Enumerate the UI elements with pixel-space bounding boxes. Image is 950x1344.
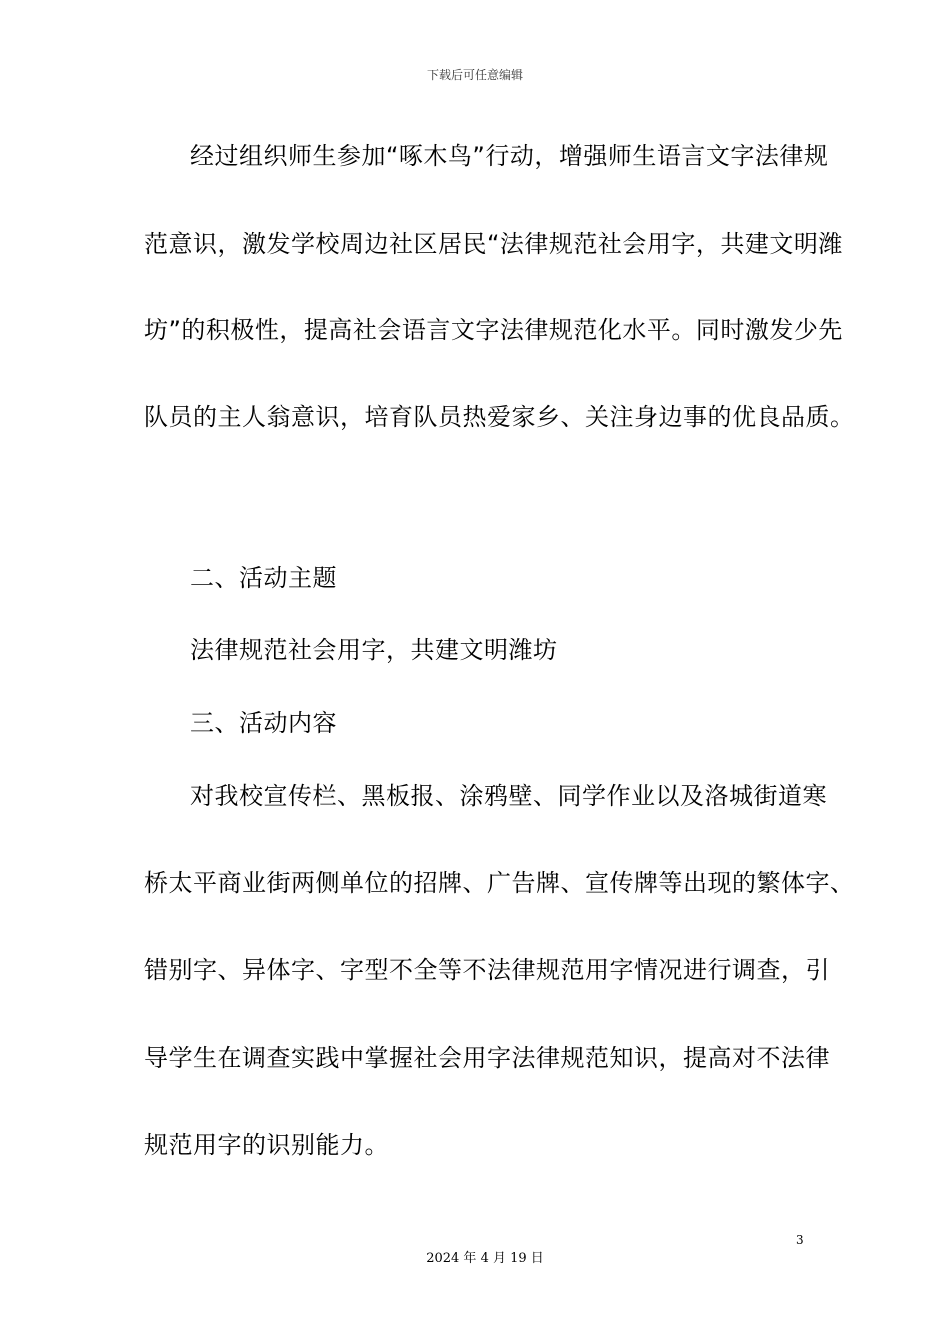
footer-date: 2024 年 4 月 19 日 [426, 1251, 544, 1266]
section-2-content: 法律规范社会用字，共建文明潍坊 [190, 636, 558, 664]
page-header: 下载后可任意编辑 [426, 68, 523, 82]
paragraph-1-line-2: 范意识，激发学校周边社区居民“法律规范社会用字，共建文明潍 [144, 230, 843, 258]
page-number: 3 [796, 1233, 804, 1247]
section-3-line-2: 桥太平商业街两侧单位的招牌、广告牌、宣传牌等出现的繁体字、 [144, 869, 855, 897]
paragraph-1-line-4: 队员的主人翁意识，培育队员热爱家乡、关注身边事的优良品质。 [144, 403, 855, 431]
paragraph-1-line-3: 坊”的积极性，提高社会语言文字法律规范化水平。同时激发少先 [144, 316, 843, 344]
section-3-heading: 三、活动内容 [190, 709, 337, 737]
section-3-line-1: 对我校宣传栏、黑板报、涂鸦壁、同学作业以及洛城街道寒 [190, 782, 827, 810]
section-3-line-4: 导学生在调查实践中掌握社会用字法律规范知识，提高对不法律 [144, 1044, 830, 1072]
section-3-line-5: 规范用字的识别能力。 [144, 1131, 389, 1159]
section-2-heading: 二、活动主题 [190, 564, 337, 592]
paragraph-1-line-1: 经过组织师生参加“啄木鸟”行动，增强师生语言文字法律规 [190, 142, 829, 170]
section-3-line-3: 错别字、异体字、字型不全等不法律规范用字情况进行调查，引 [144, 956, 830, 984]
